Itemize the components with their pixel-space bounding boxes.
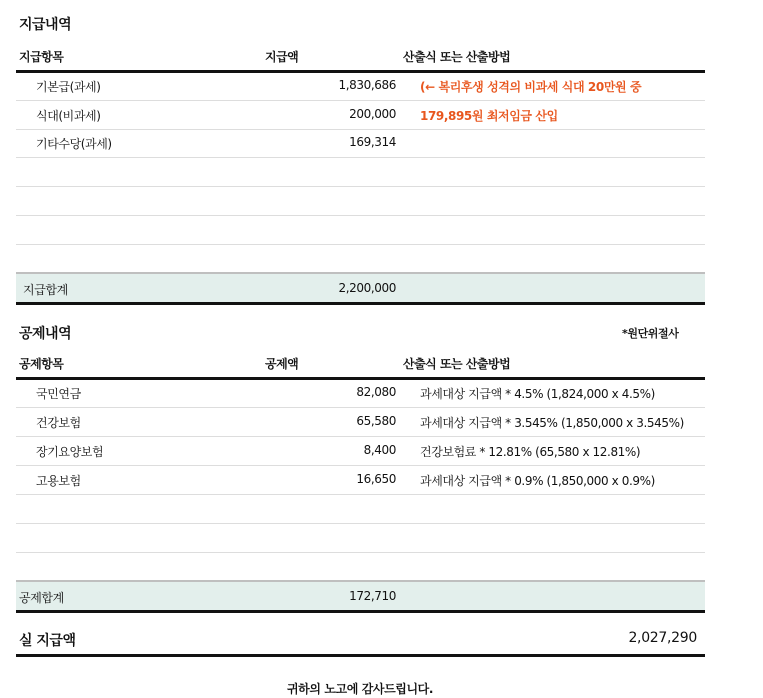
row-divider bbox=[16, 186, 705, 187]
net-pay-amount: 2,027,290 bbox=[628, 630, 697, 646]
deduction-row-note: 과세대상 지급액 * 0.9% (1,850,000 x 0.9%) bbox=[420, 474, 655, 488]
row-divider bbox=[16, 244, 705, 245]
payment-row-amount: 200,000 bbox=[349, 107, 396, 121]
row-divider bbox=[16, 436, 705, 437]
deduction-row-amount: 65,580 bbox=[356, 414, 396, 428]
payment-row-note: (← 복리후생 성격의 비과세 식대 20만원 중 bbox=[420, 80, 642, 94]
row-divider bbox=[16, 129, 705, 130]
payment-section-title: 지급내역 bbox=[19, 17, 72, 33]
deduction-row-item: 장기요양보험 bbox=[36, 445, 104, 459]
payment-row-item: 식대(비과세) bbox=[36, 109, 101, 123]
payment-header-rule bbox=[16, 70, 705, 73]
payment-row-note: 179,895원 최저임금 산입 bbox=[420, 109, 558, 123]
unit-note: *원단위절사 bbox=[622, 327, 679, 340]
row-divider bbox=[16, 465, 705, 466]
deduction-total-amount: 172,710 bbox=[349, 589, 396, 603]
payment-row-amount: 169,314 bbox=[349, 135, 396, 149]
payment-row-amount: 1,830,686 bbox=[338, 78, 396, 92]
deduction-section-title: 공제내역 bbox=[19, 326, 72, 342]
payment-row-item: 기타수당(과세) bbox=[36, 137, 112, 151]
row-divider bbox=[16, 494, 705, 495]
deduction-header-rule bbox=[16, 377, 705, 380]
payment-header-item: 지급항목 bbox=[19, 50, 64, 64]
deduction-row-note: 과세대상 지급액 * 4.5% (1,824,000 x 4.5%) bbox=[420, 387, 655, 401]
deduction-row-item: 고용보험 bbox=[36, 474, 81, 488]
net-pay-label: 실 지급액 bbox=[19, 633, 76, 649]
total-bottom-rule bbox=[16, 302, 705, 305]
payment-header-amount: 지급액 bbox=[265, 50, 299, 64]
row-divider bbox=[16, 157, 705, 158]
deduction-row-note: 과세대상 지급액 * 3.545% (1,850,000 x 3.545%) bbox=[420, 416, 684, 430]
deduction-row-item: 국민연금 bbox=[36, 387, 81, 401]
deduction-row-amount: 82,080 bbox=[356, 385, 396, 399]
deduction-header-amount: 공제액 bbox=[265, 357, 299, 371]
row-divider bbox=[16, 523, 705, 524]
deduction-header-item: 공제항목 bbox=[19, 357, 64, 371]
payment-header-method: 산출식 또는 산출방법 bbox=[403, 50, 511, 64]
deduction-row-amount: 16,650 bbox=[356, 472, 396, 486]
deduction-row-amount: 8,400 bbox=[363, 443, 396, 457]
row-divider bbox=[16, 100, 705, 101]
row-divider bbox=[16, 215, 705, 216]
total-bottom-rule bbox=[16, 610, 705, 613]
deduction-row-note: 건강보험료 * 12.81% (65,580 x 12.81%) bbox=[420, 445, 641, 459]
deduction-header-method: 산출식 또는 산출방법 bbox=[403, 357, 511, 371]
footer-thanks: 귀하의 노고에 감사드립니다. bbox=[286, 682, 434, 696]
payment-total-label: 지급합계 bbox=[23, 283, 68, 297]
row-divider bbox=[16, 407, 705, 408]
payment-row-item: 기본급(과세) bbox=[36, 80, 101, 94]
net-pay-rule bbox=[16, 654, 705, 657]
payment-total-amount: 2,200,000 bbox=[338, 281, 396, 295]
deduction-row-item: 건강보험 bbox=[36, 416, 81, 430]
row-divider bbox=[16, 552, 705, 553]
deduction-total-label: 공제합계 bbox=[19, 591, 64, 605]
